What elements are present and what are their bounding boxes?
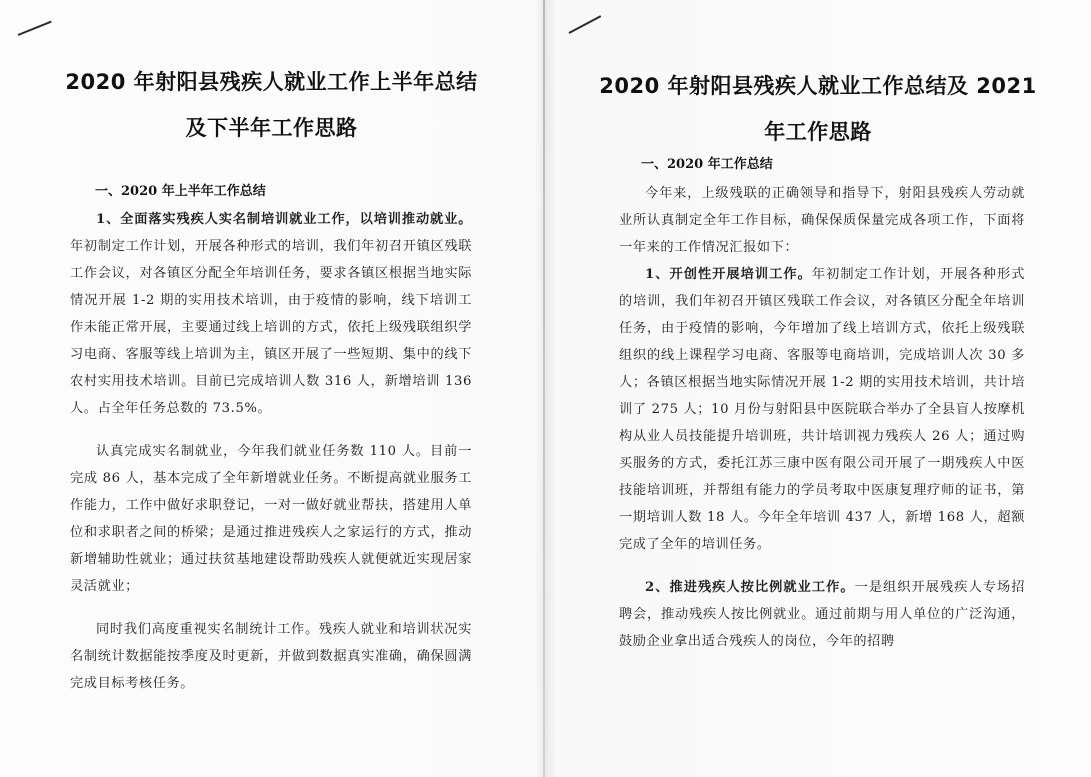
right-body (619, 180, 1025, 655)
left-paragraph-2: 认真完成实名制就业，今年我们就业任务数 110 人。目前一完成 86 人，基本完成了全年新增就业任务。不断提高就业服务工作能力，工作中做好求职登记，一对一做好就业帮扶，搭建用人单位和求职者之间的桥梁；是通过推进残疾人之家运行的方式，推动新增辅助性就业；通过扶贫基地建设帮助残疾人就便就近实现居家灵活就业； (70, 444, 472, 594)
left-title-line-2: 及下半年工作思路 (185, 116, 358, 140)
right-page (545, 0, 1091, 777)
left-paragraph-1-lead: 1、全面落实残疾人实名制培训就业工作，以培训推动就业。 (96, 212, 472, 227)
right-paragraph-1-text: 年初制定工作计划，开展各种形式的培训，我们年初召开镇区残联工作会议，对各镇区分配全年培训任务，由于疫情的影响，今年增加了线上培训方式，依托上级残联组织的线上课程学习电商、客服等电商培训，完成培训人次 30 多人；各镇区根据当地实际情况开展 1-2 期的实用技术培训，共计培训了 275 人；10 月份与射阳县中医院联合举办了全县盲人按摩机构从业人员技能提升培训班，共计培训视力残疾人 26 人；通过购买服务的方式，委托江苏三康中医有限公司开展了一期残疾人中医技能培训班，并帮组有能力的学员考取中医康复理疗师的证书，第一期培训人数 18 人。今年全年培训 437 人，新增 168 人，超额完成了全年的培训任务。 (619, 267, 1026, 552)
right-paragraph-1-lead: 1、开创性开展培训工作。 (645, 267, 812, 282)
right-paragraph-2-text: 一是组织开展残疾人专场招聘会，推动残疾人按比例就业。通过前期与用人单位的广泛沟通，鼓励企业拿出适合残疾人的岗位，今年的招聘 (619, 580, 1025, 649)
right-intro: 今年来，上级残联的正确领导和指导下，射阳县残疾人劳动就业所认真制定全年工作目标，确保保质保量完成各项工作，下面将一年来的工作情况汇报如下： (619, 186, 1025, 255)
right-paragraph-2-lead: 2、推进残疾人按比例就业工作。 (645, 580, 855, 595)
left-section-heading: 一、2020 年上半年工作总结 (95, 184, 266, 199)
left-paragraph-3: 同时我们高度重视实名制统计工作。残疾人就业和培训状况实名制统计数据能按季度及时更新，并做到数据真实准确，确保圆满完成目标考核任务。 (70, 622, 472, 691)
right-title-line-2: 年工作思路 (764, 120, 872, 144)
left-paragraph-1-text: 年初制定工作计划，开展各种形式的培训，我们年初召开镇区残联工作会议，对各镇区分配全年培训任务，要求各镇区根据当地实际情况开展 1-2 期的实用技术培训，由于疫情的影响，线下培训工作未能正常开展，主要通过线上培训的方式，依托上级残联组织学习电商、客服等线上培训为主，镇区开展了一些短期、集中的线下农村实用技术培训。目前已完成培训人数 316 人，新增培训 136 人。占全年任务总数的 73.5%。 (70, 239, 472, 416)
right-paragraph-1 (619, 261, 1025, 558)
left-title-line-1: 2020 年射阳县残疾人就业工作上半年总结 (65, 70, 478, 94)
pen-mark (569, 15, 602, 34)
right-paragraph-2 (619, 574, 1025, 655)
left-paragraph-1 (70, 206, 472, 422)
left-body (70, 206, 472, 697)
pen-mark (18, 21, 52, 36)
right-section-heading: 一、2020 年工作总结 (641, 157, 773, 172)
right-title-line-1: 2020 年射阳县残疾人就业工作总结及 2021 (599, 74, 1037, 98)
left-page (0, 0, 543, 777)
